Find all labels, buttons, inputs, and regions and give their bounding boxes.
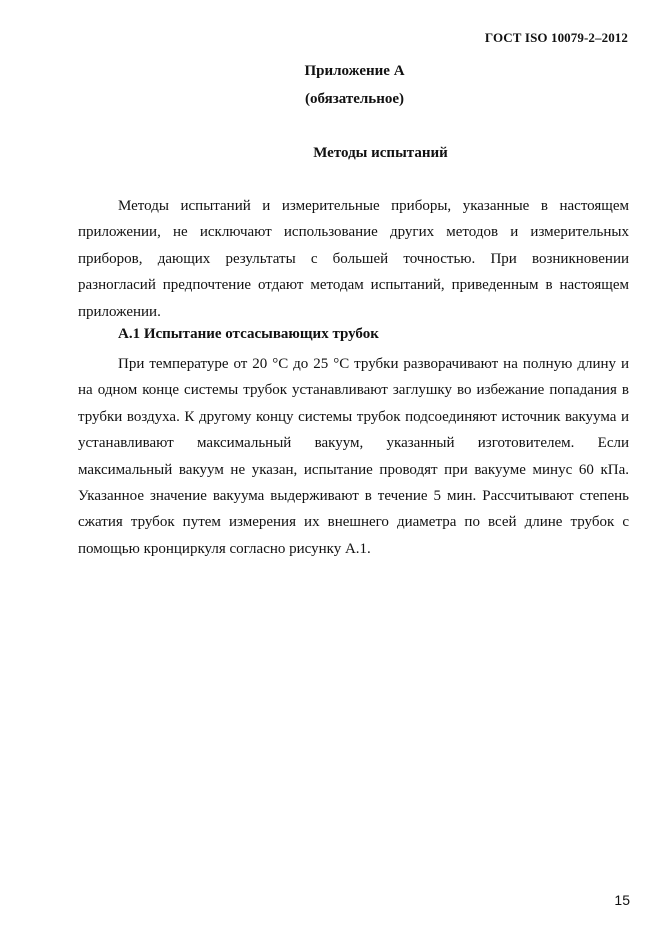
appendix-title: Приложение А — [304, 63, 405, 79]
subsection-paragraph: При температуре от 20 °С до 25 °С трубки разворачивают на полную длину и на одном конце системы трубок устанавливают заглушку во избежание попадания в трубки воздуха. К другому концу системы трубок подсоединяют источник вакуума и устанавливают максимальный вакуум, указанный изготовителем. Если максимальный вакуум не указан, испытание проводят при вакууме минус 60 кПа. Указанное значение вакуума выдерживают в течение 5 мин. Рассчитывают степень сжатия трубок путем измерения их внешнего диаметра по всей длине трубок с помощью кронциркуля согласно рисунку А.1. — [78, 356, 629, 557]
page-number: 15 — [614, 892, 630, 908]
intro-paragraph: Методы испытаний и измерительные приборы, указанные в настоящем приложении, не исключают использование других методов и измерительных приборов, дающих результаты с большей точностью. При возникновении разногласий предпочтение отдают методам испытаний, приведенным в настоящем приложении. — [78, 198, 629, 320]
appendix-status: (обязательное) — [304, 91, 405, 107]
document-code: ГОСТ ISO 10079-2–2012 — [484, 30, 628, 45]
section-title: Методы испытаний — [313, 145, 448, 161]
subsection-heading: А.1 Испытание отсасывающих трубок — [118, 326, 379, 342]
